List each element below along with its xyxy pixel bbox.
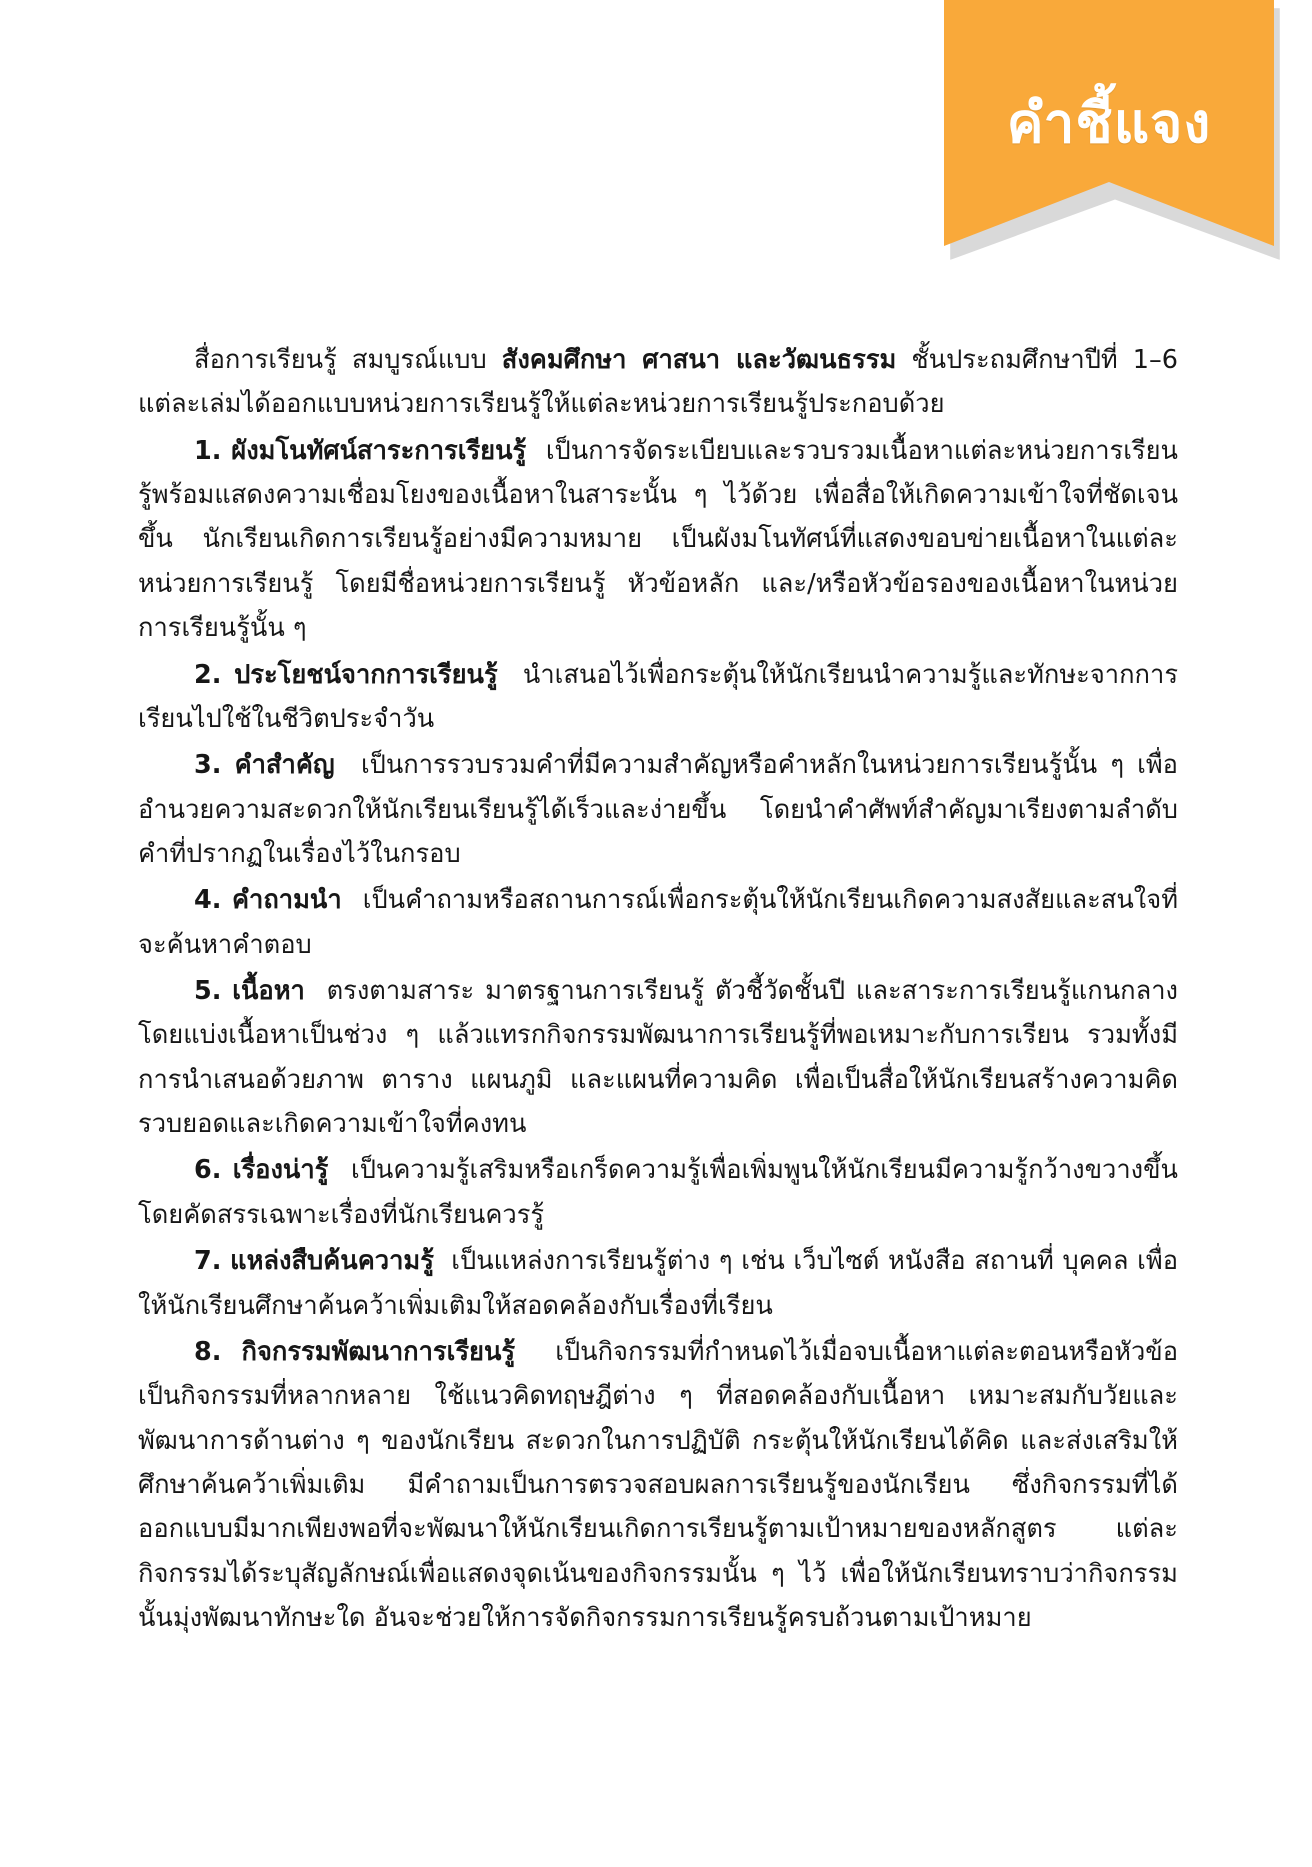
list-item [138,1239,1178,1328]
list-item [138,969,1178,1146]
document-body [138,338,1178,1642]
item-number: 2. [194,659,222,690]
intro-tail: ชั้นประถมศึกษาปีที่ 1–6 แต่ละเล่มได้ออกแบบหน่วยการเรียนรู้ให้แต่ละหน่วยการเรียนรู้ประกอบด้วย [138,345,1178,420]
list-item [138,1330,1178,1641]
list-item [138,429,1178,651]
item-title: แหล่งสืบค้นความรู้ [230,1246,434,1277]
item-title: เนื้อหา [232,976,305,1007]
item-title: ผังมโนทัศน์สาระการเรียนรู้ [231,435,527,466]
list-item [138,878,1178,967]
item-number: 5. [194,976,222,1007]
item-number: 7. [194,1246,222,1277]
item-title: ประโยชน์จากการเรียนรู้ [234,659,498,690]
page-title: คำชี้แจง [1006,91,1212,155]
item-number: 4. [194,885,222,916]
item-text: เป็นกิจกรรมที่กำหนดไว้เมื่อจบเนื้อหาแต่ละตอนหรือหัวข้อ เป็นกิจกรรมที่หลากหลาย ใช้แนวคิดทฤษฎีต่าง ๆ ที่สอดคล้องกับเนื้อหา เหมาะสมกับวัยและพัฒนาการด้านต่าง ๆ ของนักเรียน สะดวกในการปฏิบัติ กระตุ้นให้นักเรียนได้คิด และส่งเสริมให้ศึกษาค้นคว้าเพิ่มเติม มีคำถามเป็นการตรวจสอบผลการเรียนรู้ของนักเรียน ซึ่งกิจกรรมที่ได้ออกแบบมีมากเพียงพอที่จะพัฒนาให้นักเรียนเกิดการเรียนรู้ตามเป้าหมายของหลักสูตร แต่ละกิจกรรมได้ระบุสัญลักษณ์เพื่อแสดงจุดเน้นของกิจกรรมนั้น ๆ ไว้ เพื่อให้นักเรียนทราบว่ากิจกรรมนั้นมุ่งพัฒนาทักษะใด อันจะช่วยให้การจัดกิจกรรมการเรียนรู้ครบถ้วนตามเป้าหมาย [138,1336,1179,1634]
item-title: คำถามนำ [231,885,342,916]
item-text: เป็นการรวบรวมคำที่มีความสำคัญหรือคำหลักในหน่วยการเรียนรู้นั้น ๆ เพื่ออำนวยความสะดวกให้นักเรียนเรียนรู้ได้เร็วและง่ายขึ้น โดยนำคำศัพท์สำคัญมาเรียงตามลำดับคำที่ปรากฏในเรื่องไว้ในกรอบ [138,750,1178,869]
item-number: 3. [194,750,222,781]
intro-subject-bold: สังคมศึกษา ศาสนา และวัฒนธรรม [501,345,897,375]
list-item [138,653,1178,742]
item-text: เป็นแหล่งการเรียนรู้ต่าง ๆ เช่น เว็บไซต์ หนังสือ สถานที่ บุคคล เพื่อให้นักเรียนศึกษาค้นคว้าเพิ่มเติมให้สอดคล้องกับเรื่องที่เรียน [138,1246,1179,1321]
list-item [138,743,1178,876]
item-title: เรื่องน่ารู้ [232,1155,329,1186]
item-number: 8. [194,1336,222,1367]
item-text: เป็นความรู้เสริมหรือเกร็ดความรู้เพื่อเพิ่มพูนให้นักเรียนมีความรู้กว้างขวางขึ้น โดยคัดสรรเฉพาะเรื่องที่นักเรียนควรรู้ [138,1155,1178,1230]
intro-paragraph [138,338,1178,427]
item-title: คำสำคัญ [234,750,335,781]
item-text: เป็นคำถามหรือสถานการณ์เพื่อกระตุ้นให้นักเรียนเกิดความสงสัยและสนใจที่จะค้นหาคำตอบ [138,885,1179,960]
item-number: 6. [194,1155,222,1186]
item-text: นำเสนอไว้เพื่อกระตุ้นให้นักเรียนนำความรู้และทักษะจากการเรียนไปใช้ในชีวิตประจำวัน [138,659,1179,734]
item-title: กิจกรรมพัฒนาการเรียนรู้ [241,1336,516,1367]
item-text: เป็นการจัดระเบียบและรวบรวมเนื้อหาแต่ละหน่วยการเรียนรู้พร้อมแสดงความเชื่อมโยงของเนื้อหาในสาระนั้น ๆ ไว้ด้วย เพื่อสื่อให้เกิดความเข้าใจที่ชัดเจนขึ้น นักเรียนเกิดการเรียนรู้อย่างมีความหมาย เป็นผังมโนทัศน์ที่แสดงขอบข่ายเนื้อหาในแต่ละหน่วยการเรียนรู้ โดยมีชื่อหน่วยการเรียนรู้ หัวข้อหลัก และ/หรือหัวข้อรองของเนื้อหาในหน่วยการเรียนรู้นั้น ๆ [138,435,1178,644]
item-text: ตรงตามสาระ มาตรฐานการเรียนรู้ ตัวชี้วัดชั้นปี และสาระการเรียนรู้แกนกลาง โดยแบ่งเนื้อหาเป็นช่วง ๆ แล้วแทรกกิจกรรมพัฒนาการเรียนรู้ที่พอเหมาะกับการเรียน รวมทั้งมีการนำเสนอด้วยภาพ ตาราง แผนภูมิ และแผนที่ความคิด เพื่อเป็นสื่อให้นักเรียนสร้างความคิดรวบยอดและเกิดความเข้าใจที่คงทน [138,976,1178,1140]
list-item [138,1148,1178,1237]
header-ribbon [944,0,1274,252]
intro-lead: สื่อการเรียนรู้ สมบูรณ์แบบ [194,345,502,375]
item-number: 1. [194,435,222,466]
